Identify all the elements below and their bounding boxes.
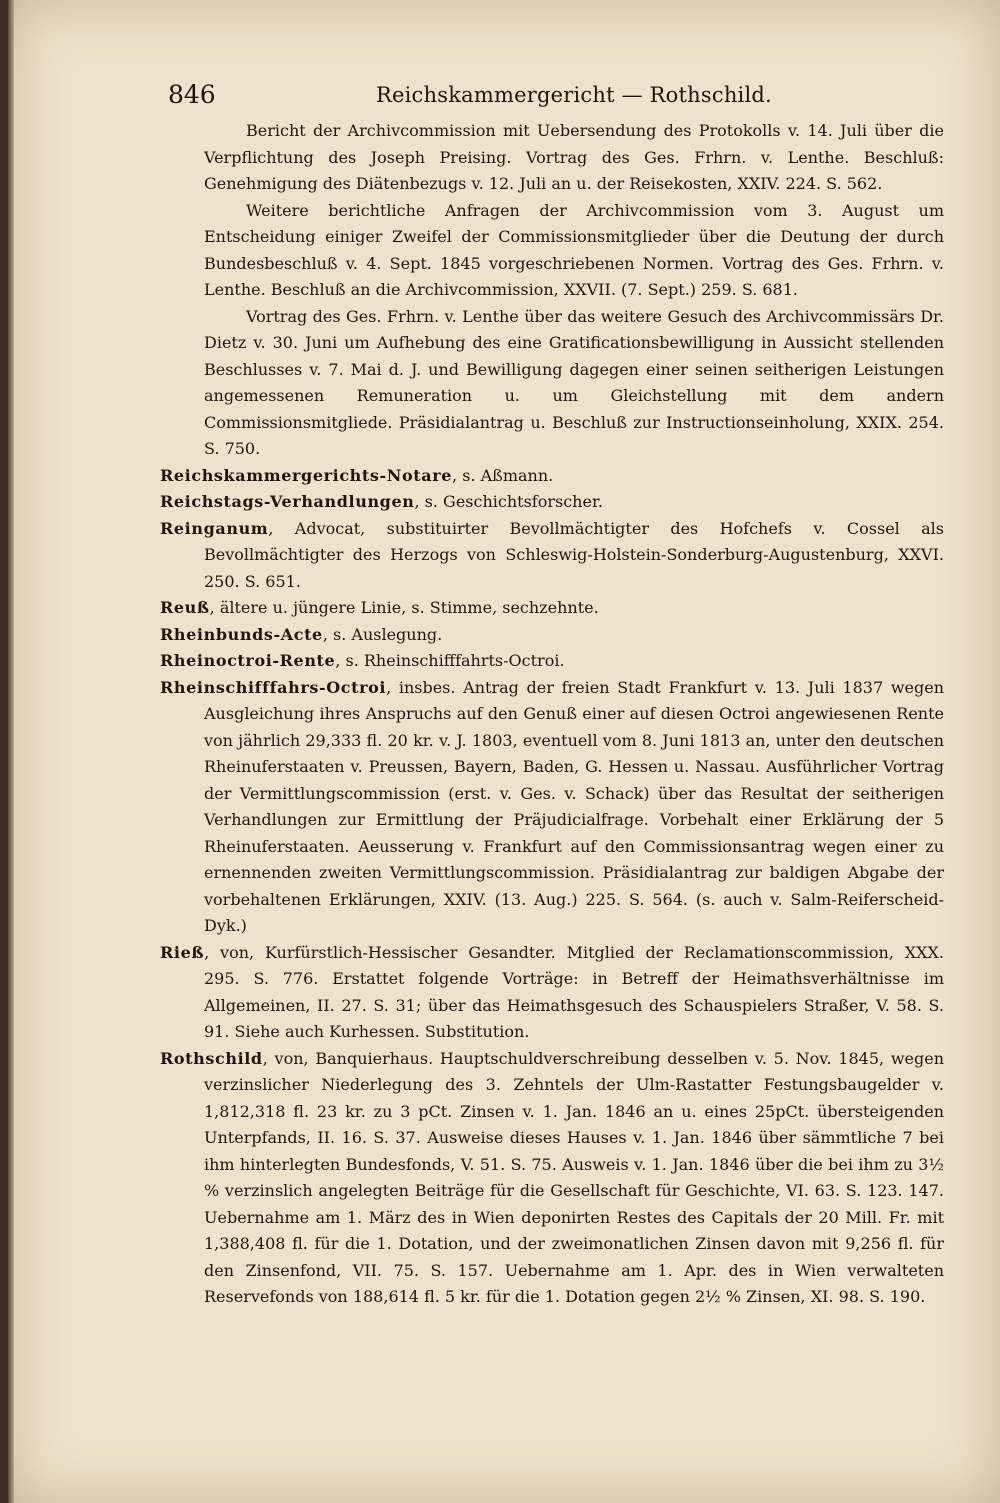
entry-text: Vortrag des Ges. Frhrn. v. Lenthe über das weitere Gesuch des Archivcommissärs Dr. Dietz v. 30. Juni um Aufhebung des eine Gratificationsbewilligung in Aussicht stellenden Beschlusses v. 7. Mai d. J. und Bewilligung dagegen einer seinen seitherigen Leistungen angemessenen Remuneration u. um Gleichstellung mit dem andern Commissionsmitgliede. Präsidialantrag u. Beschluß zur Instructionseinholung, XXIX. 254. S. 750. xyxy=(204,306,944,458)
entry-lemma: Reuß xyxy=(160,598,210,617)
index-subentry xyxy=(204,118,944,198)
page-header xyxy=(168,80,968,112)
index-entry xyxy=(160,463,944,490)
index-entry xyxy=(160,940,944,1046)
entry-lemma: Rheinschifffahrs-Octroi xyxy=(160,677,387,697)
entry-text: Bericht der Archivcommission mit Uebersendung des Protokolls v. 14. Juli über die Verpflichtung des Joseph Preising. Vortrag des Ges. Frhrn. v. Lenthe. Beschluß: Genehmigung des Diätenbezugs v. 12. Juli an u. der Reisekosten, XXIV. 224. S. 562. xyxy=(204,121,944,193)
index-entry xyxy=(160,489,944,516)
index-entry xyxy=(160,595,944,622)
entry-lemma: Rothschild xyxy=(160,1048,263,1068)
entry-text: , s. Rheinschifffahrts-Octroi. xyxy=(335,651,565,670)
entry-lemma: Rieß xyxy=(160,942,205,962)
running-head: Reichskammergericht — Rothschild. xyxy=(376,83,772,107)
entry-text: , s. Aßmann. xyxy=(452,465,554,485)
index-subentry xyxy=(204,304,944,463)
entry-lemma: Rheinbunds-Acte xyxy=(160,624,323,644)
page-binding-edge xyxy=(8,0,14,1503)
index-entry xyxy=(160,1046,944,1311)
index-entry xyxy=(160,516,944,596)
index-entry xyxy=(160,622,944,649)
page-number: 846 xyxy=(168,80,216,109)
entry-text: , von, Kurfürstlich-Hessischer Gesandter. Mitglied der Reclamationscommission, XXX. 295. S. 776. Erstattet folgende Vorträge: in Betreff der Heimathsverhältnisse im Allgemeinen, II. 27. S. 31; über das Heimathsgesuch des Schauspielers Straßer, V. 58. S. 91. Siehe auch Kurhessen. Substitution. xyxy=(204,942,944,1041)
entry-lemma: Reinganum xyxy=(160,518,269,538)
entry-lemma: Reichstags-Verhandlungen xyxy=(160,492,415,511)
entry-text: , s. Auslegung. xyxy=(322,624,443,644)
entry-lemma: Reichskammergerichts-Notare xyxy=(160,465,453,485)
index-subentry xyxy=(204,198,944,304)
entry-text: , s. Geschichtsforscher. xyxy=(414,492,603,511)
entry-text: , ältere u. jüngere Linie, s. Stimme, sechzehnte. xyxy=(209,598,599,617)
entry-text: Weitere berichtliche Anfragen der Archivcommission vom 3. August um Entscheidung einiger Zweifel der Commissionsmitglieder über die Deutung der durch Bundesbeschluß v. 4. Sept. 1845 vorgeschriebenen Normen. Vortrag des Ges. Frhrn. v. Lenthe. Beschluß an die Archivcommission, XXVII. (7. Sept.) 259. S. 681. xyxy=(204,200,944,299)
index-entry xyxy=(160,648,944,675)
entry-text: , von, Banquierhaus. Hauptschuldverschreibung desselben v. 5. Nov. 1845, wegen verzinslicher Niederlegung des 3. Zehntels der Ulm-Rastatter Festungsbaugelder v. 1,812,318 fl. 23 kr. zu 3 pCt. Zinsen v. 1. Jan. 1846 an u. eines 25pCt. übersteigenden Unterpfands, II. 16. S. 37. Ausweise dieses Hauses v. 1. Jan. 1846 über sämmtliche 7 bei ihm hinterlegten Bundesfonds, V. 51. S. 75. Ausweis v. 1. Jan. 1846 über die bei ihm zu 3½ % verzinslich angelegten Beiträge für die Gesellschaft für Geschichte, VI. 63. S. 123. 147. Uebernahme am 1. März des in Wien deponirten Restes des Capitals der 20 Mill. Fr. mit 1,388,408 fl. für die 1. Dotation, und der zweimonatlichen Zinsen davon mit 9,256 fl. für den Zinsenfond, VII. 75. S. 157. Uebernahme am 1. Apr. des in Wien verwalteten Reservefonds von 188,614 fl. 5 kr. für die 1. Dotation gegen 2½ % Zinsen, XI. 98. S. 190. xyxy=(204,1048,944,1306)
entry-text: , Advocat, substituirter Bevollmächtigter des Hofchefs v. Cossel als Bevollmächtigter des Herzogs von Schleswig-Holstein-Sonderburg-Augustenburg, XXVI. 250. S. 651. xyxy=(204,518,944,591)
book-page xyxy=(8,0,1000,1503)
index-body xyxy=(160,118,944,1311)
entry-text: , insbes. Antrag der freien Stadt Frankfurt v. 13. Juli 1837 wegen Ausgleichung ihres Anspruchs auf den Genuß einer auf diesen Octroi angewiesenen Rente von jährlich 29,333 fl. 20 kr. v. J. 1803, eventuell vom 8. Juni 1813 an, unter den deutschen Rheinuferstaaten v. Preussen, Bayern, Baden, G. Hessen u. Nassau. Ausführlicher Vortrag der Vermittlungscommission (erst. v. Ges. v. Schack) über das Resultat der seitherigen Verhandlungen zur Ermittlung der Präjudicialfrage. Vorbehalt einer Erklärung der 5 Rheinuferstaaten. Aeusserung v. Frankfurt auf den Commissionsantrag wegen einer zu ernennenden zweiten Vermittlungscommission. Präsidialantrag zur baldigen Abgabe der vorbehaltenen Erklärungen, XXIV. (13. Aug.) 225. S. 564. (s. auch v. Salm-Reiferscheid-Dyk.) xyxy=(204,677,944,935)
index-entry xyxy=(160,675,944,940)
entry-lemma: Rheinoctroi-Rente xyxy=(160,651,336,670)
